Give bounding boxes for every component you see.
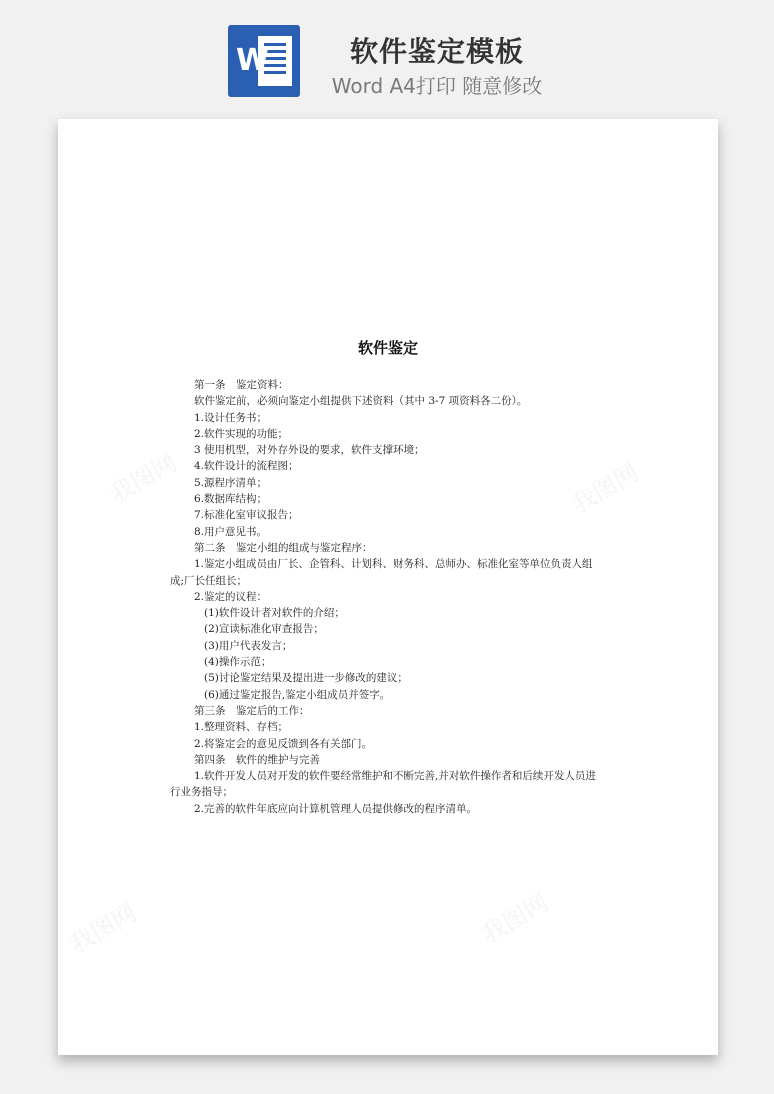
document-paragraph: 2.将鉴定会的意见反馈到各有关部门。 (194, 737, 373, 750)
document-paragraph: 3 使用机型，对外存外设的要求，软件支撑环境； (194, 444, 425, 457)
document-paragraph: 第二条 鉴定小组的组成与鉴定程序： (194, 541, 373, 554)
document-paragraph: 7.标准化室审议报告； (194, 509, 299, 522)
document-paragraph: 4.软件设计的流程图； (194, 460, 299, 473)
document-paragraph: 1.软件开发人员对开发的软件要经常维护和不断完善,并对软件操作者和后续开发人员进行业务指导； (170, 770, 596, 799)
word-letter-icon: W (236, 43, 270, 78)
template-title: 软件鉴定模板 (349, 35, 524, 68)
document-paragraph: 第三条 鉴定后的工作： (194, 704, 310, 717)
document-paragraph: (1)软件设计者对软件的介绍； (204, 607, 345, 620)
document-paragraph: 6.数据库结构； (194, 493, 268, 506)
document-paragraph: (2)宣读标准化审查报告； (204, 623, 324, 636)
document-paragraph: 软件鉴定前，必须向鉴定小组提供下述资料（其中 3-7 项资料各二份）。 (194, 395, 528, 408)
document-paragraph: 第四条 软件的维护与完善 (194, 753, 320, 766)
document-paragraph: 1.整理资料、存档； (194, 721, 289, 734)
watermark: 我图网 (105, 448, 182, 509)
document-title: 软件鉴定 (357, 339, 418, 357)
watermark: 我图网 (567, 458, 644, 519)
document-page (58, 119, 718, 1055)
word-document-icon (228, 25, 300, 97)
document-paragraph: 5.源程序清单； (194, 476, 268, 489)
document-paragraph: 2.完善的软件年底应向计算机管理人员提供修改的程序清单。 (194, 802, 478, 815)
document-paragraph: 8.用户意见书。 (194, 525, 268, 538)
watermark: 我图网 (477, 888, 554, 949)
document-paragraph: (5)讨论鉴定结果及提出进一步修改的建议； (204, 672, 408, 685)
document-paragraph: (3)用户代表发言； (204, 639, 293, 652)
template-subtitle: Word A4打印 随意修改 (331, 74, 543, 98)
document-body (170, 377, 604, 817)
document-paragraph: 2.软件实现的功能； (194, 427, 289, 440)
document-paragraph: 2.鉴定的议程： (194, 590, 268, 603)
header-banner (0, 0, 774, 110)
document-paragraph: 第一条 鉴定资料： (194, 379, 289, 391)
watermark: 我图网 (65, 898, 142, 959)
document-paragraph: (6)通过鉴定报告,鉴定小组成员并签字。 (204, 688, 391, 701)
document-paragraph: (4)操作示范； (204, 656, 272, 669)
document-paragraph: 1.设计任务书； (194, 411, 268, 424)
document-paragraph: 1.鉴定小组成员由厂长、企管科、计划科、财务科、总师办、标准化室等单位负责人组成;厂长任组长； (170, 558, 593, 587)
